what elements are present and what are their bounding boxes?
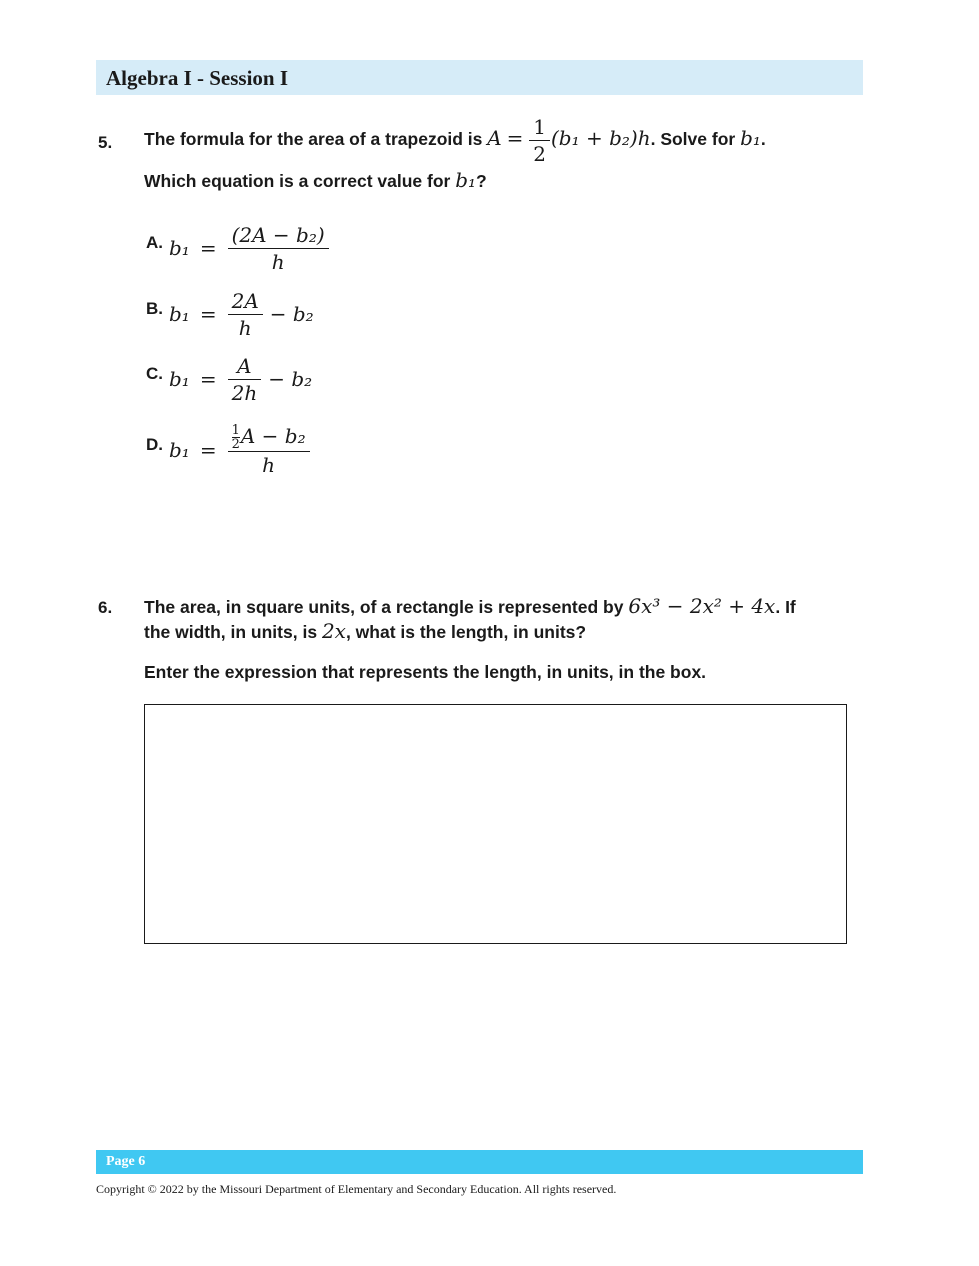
question-6-text-pre: The area, in square units, of a rectangle is represented by <box>144 597 624 617</box>
option-a-eq: = <box>199 236 217 260</box>
option-b-lhs: b₁ <box>169 302 190 326</box>
formula-rest: (b₁ + b₂)h <box>550 126 651 151</box>
question-5-text-post: . Solve for <box>650 129 736 150</box>
question-5-number: 5. <box>98 133 113 152</box>
session-header <box>96 60 863 95</box>
formula-fraction <box>531 114 548 167</box>
option-d-num-rest: A − b₂ <box>240 423 306 448</box>
option-c-lhs: b₁ <box>169 367 190 391</box>
option-d-lhs: b₁ <box>169 438 190 462</box>
option-a-den: h <box>228 248 329 275</box>
option-c[interactable] <box>146 347 312 411</box>
option-b-num: 2A <box>231 288 259 313</box>
question-5-period: . <box>760 129 766 150</box>
option-a-letter: A. <box>146 233 163 252</box>
solve-variable: b₁ <box>740 126 761 151</box>
option-d-letter: D. <box>146 435 163 454</box>
option-a-num: (2A − b₂) <box>231 222 325 247</box>
question-6-line2-post: , what is the length, in units? <box>345 622 587 642</box>
option-d-den: h <box>228 451 310 478</box>
area-expression: 6x³ − 2x² + 4x <box>628 594 776 618</box>
width-expression: 2x <box>321 619 346 643</box>
option-c-tail: − b₂ <box>268 367 313 391</box>
formula-frac-den: 2 <box>529 140 550 167</box>
option-c-eq: = <box>199 367 217 391</box>
option-a-lhs: b₁ <box>169 236 190 260</box>
option-d-half <box>232 424 240 451</box>
option-c-fraction <box>230 353 260 406</box>
page-footer-band <box>96 1150 863 1174</box>
option-b-tail: − b₂ <box>269 302 314 326</box>
option-b-fraction <box>230 288 261 341</box>
option-c-den: 2h <box>228 379 262 406</box>
question-5-line2-post: ? <box>476 171 487 191</box>
option-d-half-den: 2 <box>231 436 240 452</box>
answer-input-box[interactable] <box>144 704 847 944</box>
question-5-line1 <box>144 114 766 167</box>
question-6-text-post: . If <box>775 597 796 617</box>
formula-frac-num: 1 <box>533 115 546 139</box>
question-6-line2-pre: the width, in units, is <box>144 622 318 642</box>
option-b-letter: B. <box>146 299 163 318</box>
formula-eq: = <box>506 126 524 151</box>
formula-lhs: A <box>487 126 502 151</box>
question-5-line2 <box>144 168 487 193</box>
question-5-line2-text: Which equation is a correct value for <box>144 171 451 191</box>
question-6-line2 <box>144 619 586 644</box>
option-d[interactable] <box>146 418 311 482</box>
option-a-fraction <box>230 222 327 275</box>
option-b[interactable] <box>146 282 314 346</box>
option-c-letter: C. <box>146 364 163 383</box>
option-d-half-num: 1 <box>231 422 240 438</box>
option-b-den: h <box>228 314 263 341</box>
option-b-eq: = <box>199 302 217 326</box>
option-a[interactable] <box>146 216 330 280</box>
option-d-num <box>230 423 308 451</box>
page-number: Page 6 <box>106 1154 146 1169</box>
question-5-line2-var: b₁ <box>455 168 477 192</box>
question-6-instruction: Enter the expression that represents the length, in units, in the box. <box>144 662 707 682</box>
copyright-notice: Copyright © 2022 by the Missouri Department of Elementary and Secondary Education. All rights reserved. <box>96 1182 617 1196</box>
question-6-line1 <box>144 594 796 619</box>
option-c-num: A <box>237 353 252 378</box>
option-d-eq: = <box>199 438 217 462</box>
session-title: Algebra I - Session I <box>106 66 289 90</box>
option-d-fraction <box>230 423 308 478</box>
question-6-number: 6. <box>98 598 113 617</box>
question-5-text-pre: The formula for the area of a trapezoid is <box>144 129 483 150</box>
